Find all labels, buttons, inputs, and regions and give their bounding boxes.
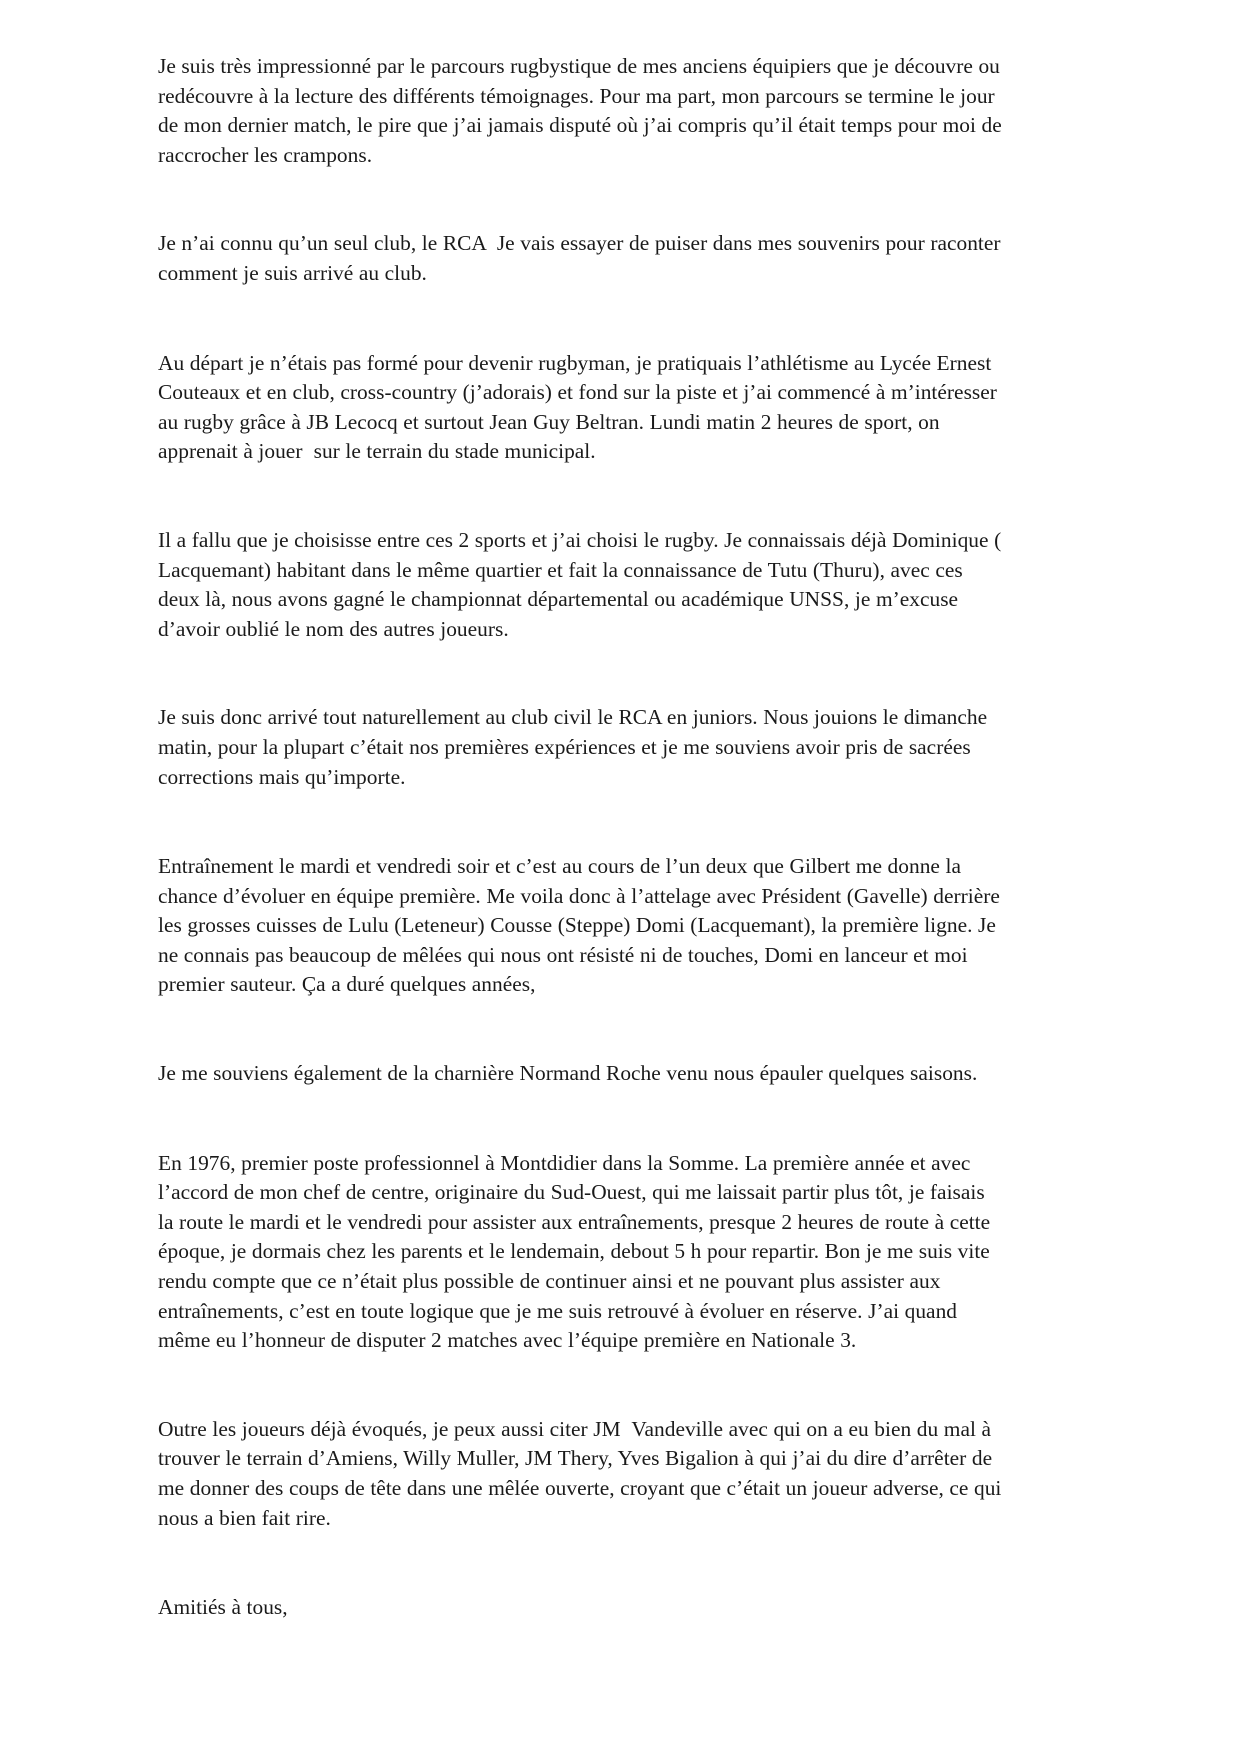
paragraph-signoff: Amitiés à tous, bbox=[158, 1595, 288, 1620]
paragraph-normand-roche: Je me souviens également de la charnière Normand Roche venu nous épauler quelques saisons. bbox=[158, 1061, 978, 1086]
paragraph-single-club: Je n’ai connu qu’un seul club, le RCA Je vais essayer de puiser dans mes souvenirs pour raconter comment je suis arrivé au club. bbox=[158, 231, 1007, 285]
paragraph-spacer bbox=[158, 170, 1003, 229]
paragraph-spacer bbox=[158, 792, 1003, 852]
paragraph-spacer bbox=[158, 644, 1003, 703]
paragraph-montdidier-1976: En 1976, premier poste professionnel à Montdidier dans la Somme. La première année et avec l’accord de mon chef de centre, originaire du Sud-Ouest, qui me laissait partir plus tôt, je faisais la route le mardi et le vendredi pour assister aux entraînements, presque 2 heures de route à cette époque, je dormais chez les parents et le lendemain, debout 5 h pour repartir. Bon je me suis vite rendu compte que ce n’était plus possible de continuer ainsi et ne pouvant plus assister aux entraînements, c’est en toute logique que je me suis retrouvé à évoluer en réserve. J’ai quand même eu l’honneur de disputer 2 matches avec l’équipe première en Nationale 3. bbox=[158, 1150, 996, 1353]
paragraph-spacer bbox=[158, 1356, 1003, 1415]
paragraph-intro: Je suis très impressionné par le parcours rugbystique de mes anciens équipiers que je découvre ou redécouvre à la lecture des différents témoignages. Pour ma part, mon parcours se termine le jour de mon dernier match, le pire que j’ai jamais disputé où j’ai compris qu’il était temps pour moi de raccrocher les crampons. bbox=[158, 54, 1008, 167]
paragraph-spacer bbox=[158, 1000, 1003, 1059]
paragraph-athletics-beginnings: Au départ je n’étais pas formé pour devenir rugbyman, je pratiquais l’athlétisme au Lycée Ernest Couteaux et en club, cross-country (j’adorais) et fond sur la piste et j’ai commencé à m’intéresser au rugby grâce à JB Lecocq et surtout Jean Guy Beltran. Lundi matin 2 heures de sport, on apprenait à jouer sur le terrain du stade municipal. bbox=[158, 350, 1003, 464]
paragraph-choosing-rugby: Il a fallu que je choisisse entre ces 2 sports et j’ai choisi le rugby. Je connaissais déjà Dominique ( Lacquemant) habitant dans le même quartier et fait la connaissance de Tutu (Thuru), avec ces deux là, nous avons gagné le championnat départemental ou académique UNSS, je m’excuse d’avoir oublié le nom des autres joueurs. bbox=[158, 527, 1007, 641]
paragraph-other-players: Outre les joueurs déjà évoqués, je peux aussi citer JM Vandeville avec qui on a eu bien du mal à trouver le terrain d’Amiens, Willy Muller, JM Thery, Yves Bigalion à qui j’ai du dire d’arrêter de me donner des coups de tête dans une mêlée ouverte, croyant que c’était un joueur adverse, ce qui nous a bien fait rire. bbox=[158, 1416, 1007, 1530]
paragraph-first-team: Entraînement le mardi et vendredi soir et c’est au cours de l’un deux que Gilbert me donne la chance d’évoluer en équipe première. Me voila donc à l’attelage avec Président (Gavelle) derrière les grosses cuisses de Lulu (Leteneur) Cousse (Steppe) Domi (Lacquemant), la première ligne. Je ne connais pas beaucoup de mêlées qui nous ont résisté ni de touches, Domi en lanceur et moi premier sauteur. Ça a duré quelques années, bbox=[158, 854, 1006, 997]
document-body bbox=[158, 52, 1008, 1623]
paragraph-juniors-rca: Je suis donc arrivé tout naturellement au club civil le RCA en juniors. Nous jouions le dimanche matin, pour la plupart c’était nos premières expériences et je me souviens avoir pris de sacrées corrections mais qu’importe. bbox=[158, 705, 993, 789]
paragraph-spacer bbox=[158, 1089, 1003, 1149]
paragraph-spacer bbox=[158, 467, 1003, 526]
paragraph-spacer bbox=[158, 289, 1003, 349]
paragraph-spacer bbox=[158, 1533, 1003, 1593]
